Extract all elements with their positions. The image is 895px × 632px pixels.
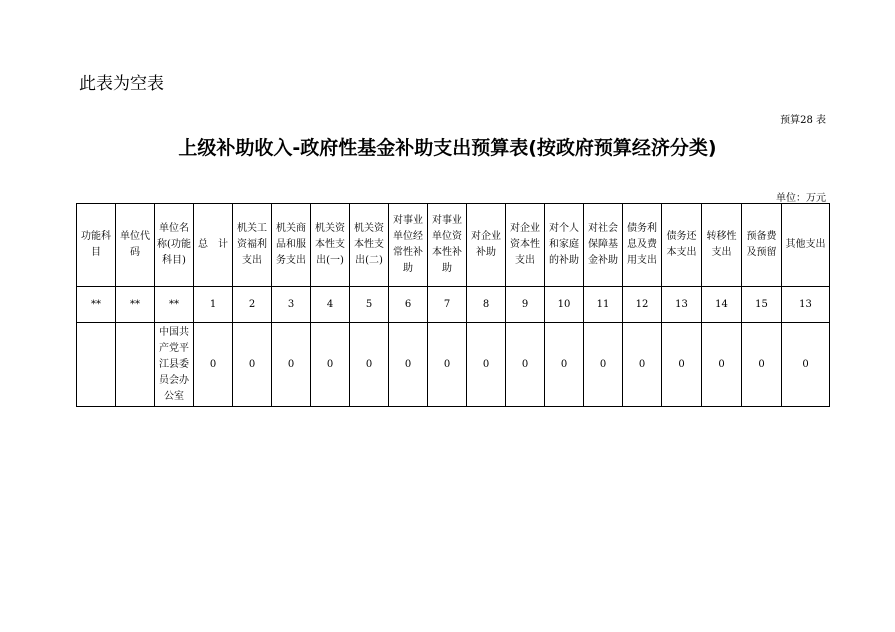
header-cell: 其他支出 [782,204,830,287]
header-cell: 债务还本支出 [662,204,702,287]
code-cell: 7 [428,287,467,323]
code-row [77,287,830,323]
code-cell: 9 [506,287,545,323]
budget-table [76,203,830,407]
header-cell: 预备费及预留 [742,204,782,287]
code-cell: 5 [350,287,389,323]
data-cell: 0 [350,323,389,407]
header-cell: 对个人和家庭的补助 [545,204,584,287]
code-cell: ** [77,287,116,323]
header-cell: 功能科目 [77,204,116,287]
code-cell: 3 [272,287,311,323]
header-cell: 对企业资本性支出 [506,204,545,287]
header-cell: 对事业单位资本性补助 [428,204,467,287]
code-cell: 14 [702,287,742,323]
data-cell: 0 [389,323,428,407]
data-cell: 0 [233,323,272,407]
code-cell: 11 [584,287,623,323]
data-cell: 0 [662,323,702,407]
code-cell: 4 [311,287,350,323]
header-cell: 总 计 [194,204,233,287]
header-cell: 债务利息及费用支出 [623,204,662,287]
header-cell: 机关资本性支出(一) [311,204,350,287]
code-cell: 2 [233,287,272,323]
data-cell: 0 [742,323,782,407]
unit-name-cell: 中国共产党平江县委员会办公室 [155,323,194,407]
header-cell: 机关商品和服务支出 [272,204,311,287]
data-cell: 0 [506,323,545,407]
page-title: 上级补助收入-政府性基金补助支出预算表(按政府预算经济分类) [178,137,717,159]
data-cell [77,323,116,407]
data-cell: 0 [623,323,662,407]
code-cell: ** [116,287,155,323]
data-cell: 0 [311,323,350,407]
code-cell: 13 [782,287,830,323]
header-row [77,204,830,287]
table-row [77,323,830,407]
data-cell: 0 [702,323,742,407]
empty-table-note: 此表为空表 [79,74,164,94]
code-cell: 1 [194,287,233,323]
code-cell: 10 [545,287,584,323]
code-cell: 15 [742,287,782,323]
code-cell: 8 [467,287,506,323]
header-cell: 机关资本性支出(二) [350,204,389,287]
data-cell: 0 [467,323,506,407]
header-cell: 机关工资福利支出 [233,204,272,287]
header-cell: 对事业单位经常性补助 [389,204,428,287]
header-cell: 对企业补助 [467,204,506,287]
data-cell: 0 [584,323,623,407]
data-cell: 0 [428,323,467,407]
data-cell [116,323,155,407]
header-cell: 单位名称(功能科目) [155,204,194,287]
code-cell: 13 [662,287,702,323]
table-number: 预算28 表 [780,115,826,126]
data-cell: 0 [194,323,233,407]
header-cell: 单位代码 [116,204,155,287]
data-cell: 0 [545,323,584,407]
data-cell: 0 [782,323,830,407]
header-cell: 对社会保障基金补助 [584,204,623,287]
header-cell: 转移性支出 [702,204,742,287]
code-cell: 12 [623,287,662,323]
unit-label: 单位：万元 [776,193,826,204]
code-cell: 6 [389,287,428,323]
data-cell: 0 [272,323,311,407]
code-cell: ** [155,287,194,323]
